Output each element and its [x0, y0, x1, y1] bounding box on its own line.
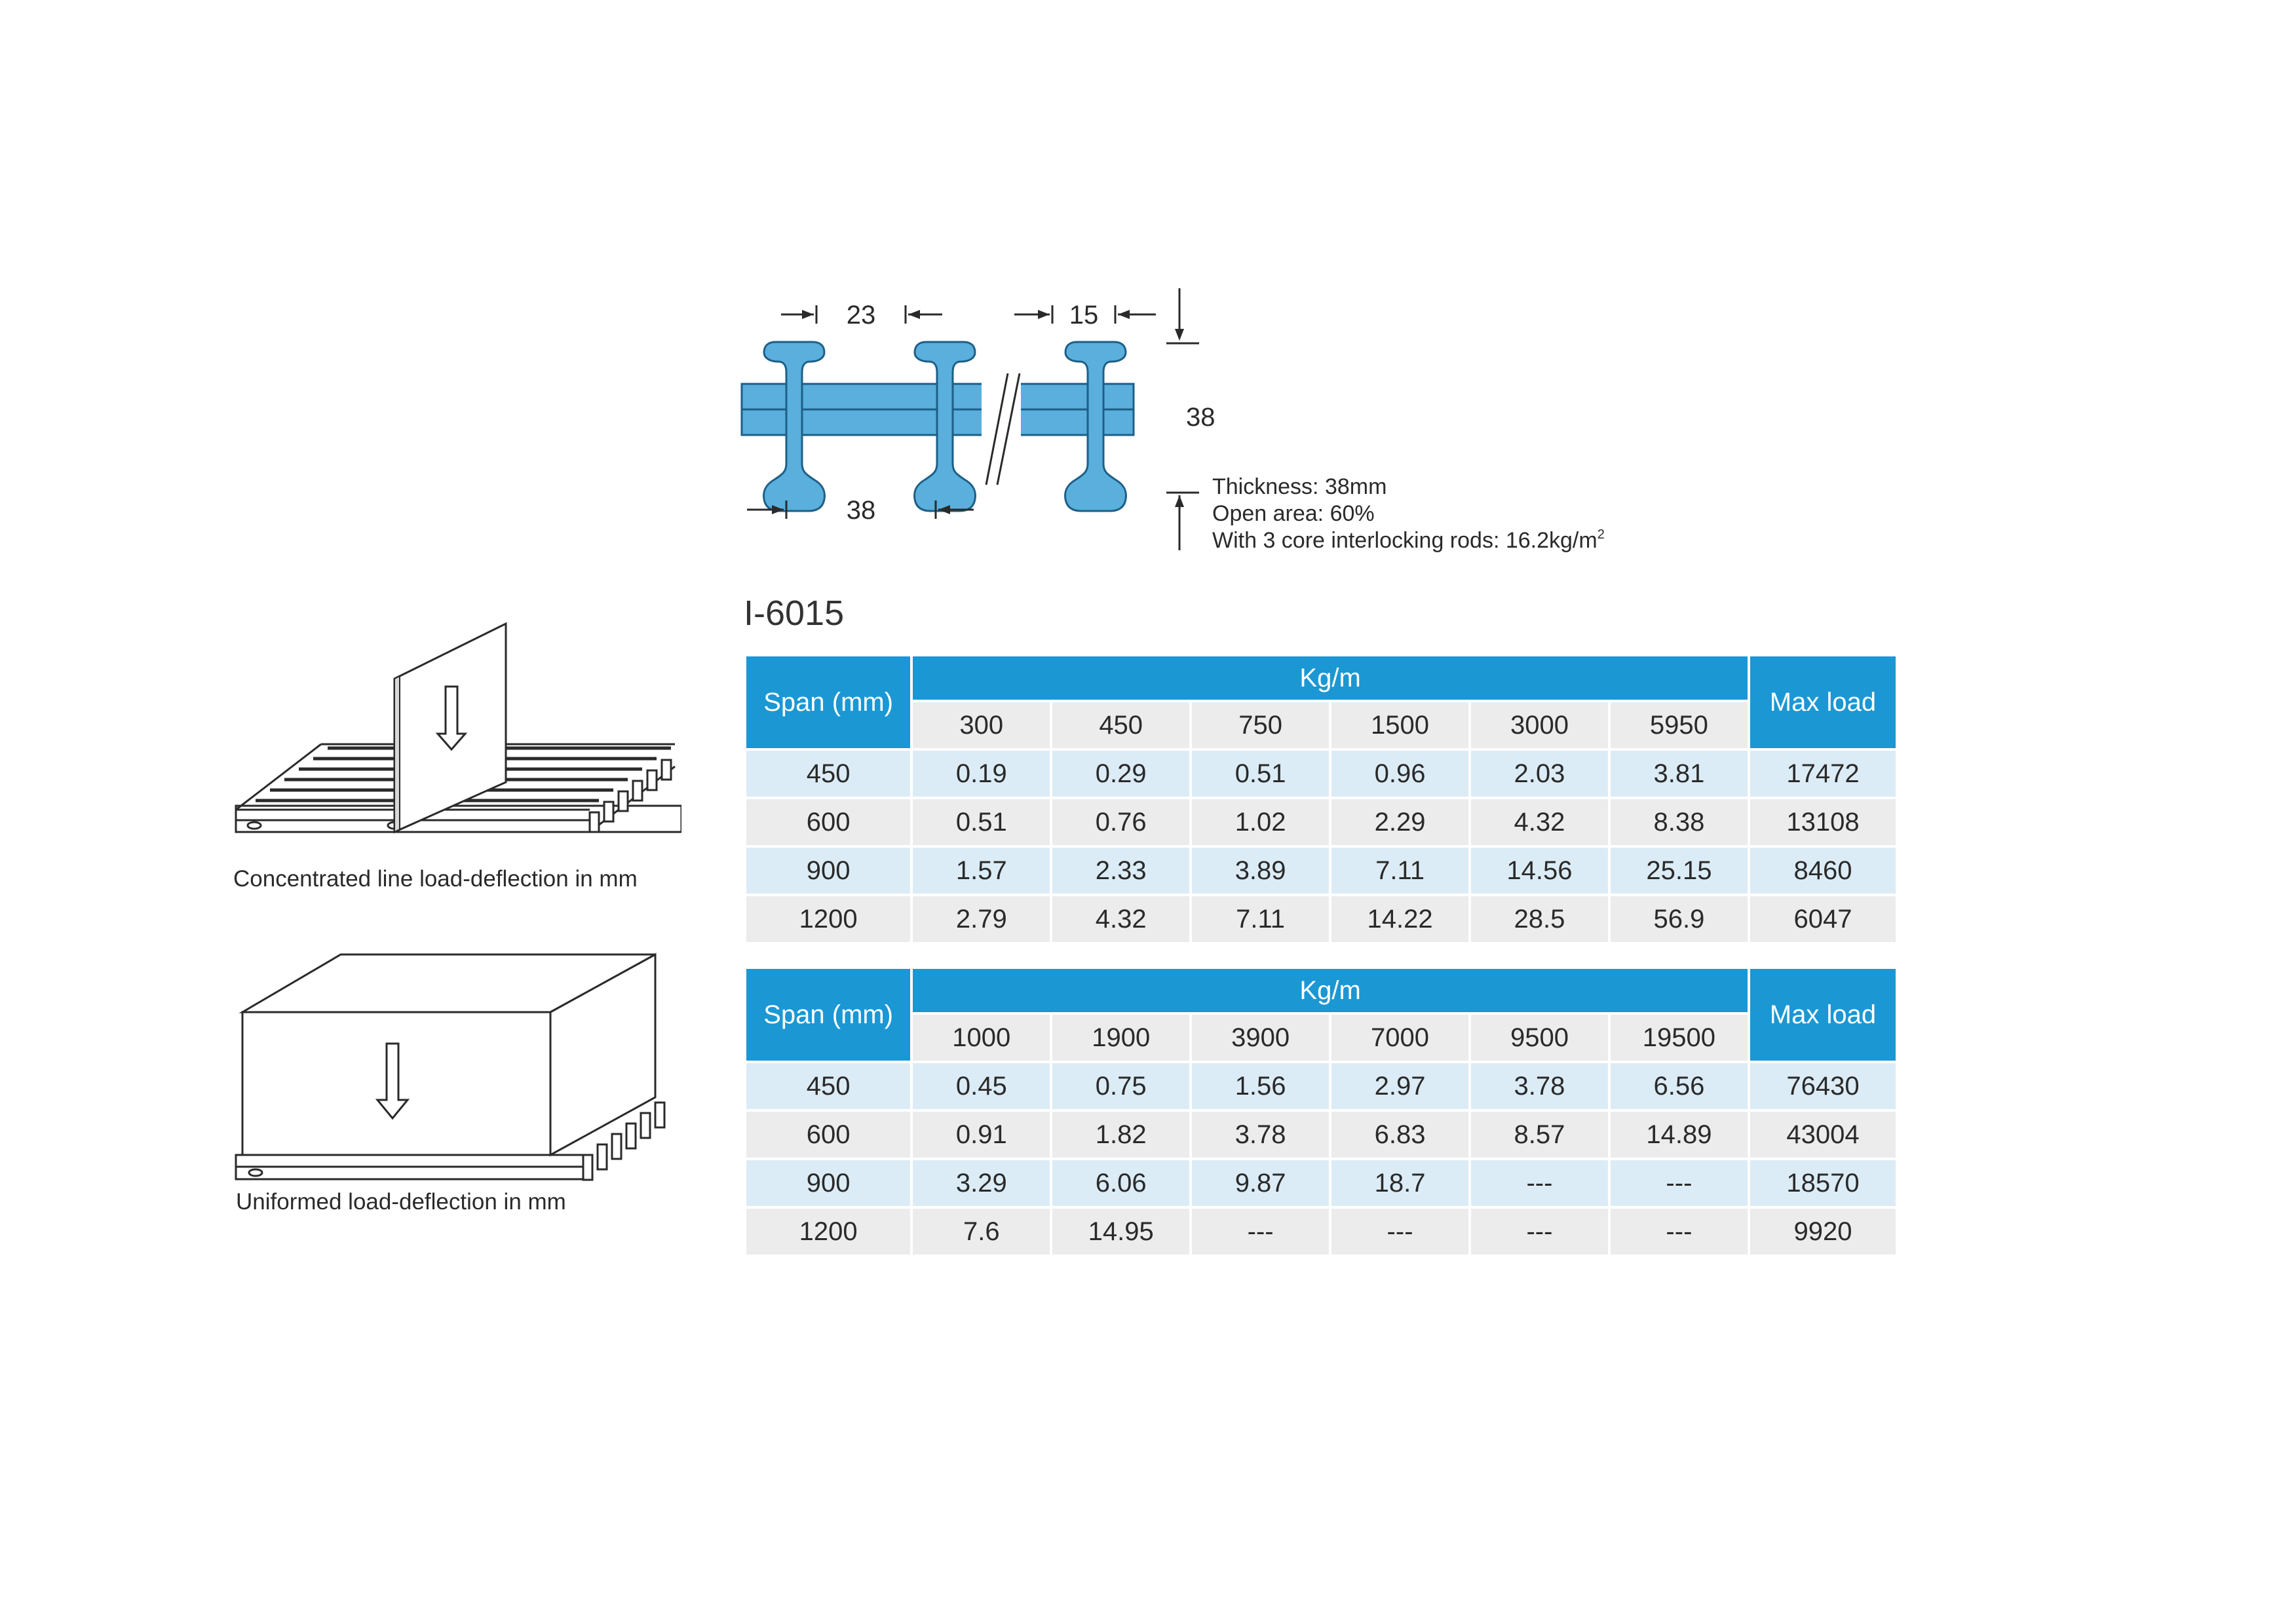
deflection-cell: 9.87 [1192, 1160, 1329, 1206]
deflection-cell: 4.32 [1471, 799, 1608, 845]
deflection-cell: 4.32 [1052, 896, 1189, 942]
deflection-cell: --- [1331, 1209, 1468, 1255]
profile-cross-section-diagram [734, 275, 1730, 563]
load-column-header: 1000 [913, 1015, 1050, 1061]
table-row [746, 799, 1896, 845]
span-cell: 900 [746, 1160, 910, 1206]
span-cell: 1200 [746, 1209, 910, 1255]
span-cell: 450 [746, 1063, 910, 1109]
table-row [746, 751, 1896, 797]
max-load-header: Max load [1750, 969, 1896, 1061]
dim-label-pitch: 23 [846, 301, 876, 330]
deflection-cell: 1.57 [913, 848, 1050, 894]
deflection-cell: 3.29 [913, 1160, 1050, 1206]
load-column-header: 3000 [1471, 702, 1608, 748]
deflection-cell: 8.38 [1611, 799, 1748, 845]
max-load-cell: 18570 [1750, 1160, 1896, 1206]
max-load-cell: 8460 [1750, 848, 1896, 894]
deflection-cell: 1.82 [1052, 1112, 1189, 1158]
load-column-header: 9500 [1471, 1015, 1608, 1061]
kg-per-m-header: Kg/m [913, 656, 1748, 700]
spec-open-area: Open area: 60% [1212, 501, 1375, 526]
deflection-cell: 2.79 [913, 896, 1050, 942]
deflection-cell: 2.03 [1471, 751, 1608, 797]
deflection-cell: 14.89 [1611, 1112, 1748, 1158]
deflection-cell: 0.51 [913, 799, 1050, 845]
deflection-cell: 0.51 [1192, 751, 1329, 797]
load-column-header: 750 [1192, 702, 1329, 748]
deflection-cell: 0.96 [1331, 751, 1468, 797]
deflection-cell: 28.5 [1471, 896, 1608, 942]
span-cell: 900 [746, 848, 910, 894]
deflection-cell: 3.89 [1192, 848, 1329, 894]
deflection-cell: 25.15 [1611, 848, 1748, 894]
deflection-cell: 3.78 [1471, 1063, 1608, 1109]
spec-thickness: Thickness: 38mm [1212, 474, 1387, 499]
max-load-header: Max load [1750, 656, 1896, 748]
deflection-cell: 0.75 [1052, 1063, 1189, 1109]
table-row [746, 1112, 1896, 1158]
max-load-cell: 13108 [1750, 799, 1896, 845]
spec-weight: With 3 core interlocking rods: $16.2kg/m^2$ [1212, 527, 1605, 553]
deflection-cell: 2.29 [1331, 799, 1468, 845]
deflection-cell: 6.06 [1052, 1160, 1189, 1206]
table-row [746, 1209, 1896, 1255]
deflection-cell: 14.22 [1331, 896, 1468, 942]
uniform-load-illustration [229, 947, 681, 1192]
load-column-header: 450 [1052, 702, 1189, 748]
deflection-cell: 7.6 [913, 1209, 1050, 1255]
deflection-cell: 0.19 [913, 751, 1050, 797]
span-cell: 600 [746, 1112, 910, 1158]
deflection-cell: 3.81 [1611, 751, 1748, 797]
max-load-cell: 17472 [1750, 751, 1896, 797]
deflection-cell: 56.9 [1611, 896, 1748, 942]
deflection-cell: --- [1611, 1209, 1748, 1255]
table-row [746, 1160, 1896, 1206]
dim-label-gap: 15 [1069, 301, 1099, 330]
model-code: I-6015 [744, 594, 845, 633]
kg-per-m-header: Kg/m [913, 969, 1748, 1012]
deflection-cell: 14.95 [1052, 1209, 1189, 1255]
load-column-header: 5950 [1611, 702, 1748, 748]
deflection-cell: 0.29 [1052, 751, 1189, 797]
load-column-header: 300 [913, 702, 1050, 748]
line-load-deflection-table [744, 654, 1898, 945]
dim-label-rod-spacing: 38 [846, 496, 876, 525]
spec-weight-superscript: 2 [1597, 527, 1605, 542]
table-row [746, 848, 1896, 894]
table-row [746, 896, 1896, 942]
load-column-header: 19500 [1611, 1015, 1748, 1061]
uniform-load-caption: Uniformed load-deflection in mm [236, 1189, 566, 1215]
deflection-cell: 3.78 [1192, 1112, 1329, 1158]
deflection-cell: 18.7 [1331, 1160, 1468, 1206]
span-cell: 450 [746, 751, 910, 797]
line-load-illustration [223, 616, 681, 858]
deflection-cell: 1.56 [1192, 1063, 1329, 1109]
deflection-cell: 7.11 [1331, 848, 1468, 894]
span-cell: 1200 [746, 896, 910, 942]
max-load-cell: 76430 [1750, 1063, 1896, 1109]
load-column-header: 1500 [1331, 702, 1468, 748]
span-header: Span (mm) [746, 969, 910, 1061]
deflection-cell: --- [1192, 1209, 1329, 1255]
dim-label-height: 38 [1186, 403, 1215, 432]
deflection-cell: 0.45 [913, 1063, 1050, 1109]
deflection-cell: 6.56 [1611, 1063, 1748, 1109]
deflection-cell: 0.76 [1052, 799, 1189, 845]
line-load-caption: Concentrated line load-deflection in mm [233, 866, 638, 892]
deflection-cell: 2.97 [1331, 1063, 1468, 1109]
max-load-cell: 43004 [1750, 1112, 1896, 1158]
deflection-cell: 2.33 [1052, 848, 1189, 894]
max-load-cell: 9920 [1750, 1209, 1896, 1255]
load-column-header: 3900 [1192, 1015, 1329, 1061]
deflection-cell: --- [1471, 1160, 1608, 1206]
span-header: Span (mm) [746, 656, 910, 748]
deflection-cell: 7.11 [1192, 896, 1329, 942]
uniform-load-deflection-table [744, 966, 1898, 1257]
deflection-cell: 0.91 [913, 1112, 1050, 1158]
deflection-cell: --- [1471, 1209, 1608, 1255]
max-load-cell: 6047 [1750, 896, 1896, 942]
span-cell: 600 [746, 799, 910, 845]
deflection-cell: 1.02 [1192, 799, 1329, 845]
deflection-cell: 8.57 [1471, 1112, 1608, 1158]
deflection-cell: 6.83 [1331, 1112, 1468, 1158]
deflection-cell: 14.56 [1471, 848, 1608, 894]
load-column-header: 7000 [1331, 1015, 1468, 1061]
table-row [746, 1063, 1896, 1109]
load-column-header: 1900 [1052, 1015, 1189, 1061]
deflection-cell: --- [1611, 1160, 1748, 1206]
